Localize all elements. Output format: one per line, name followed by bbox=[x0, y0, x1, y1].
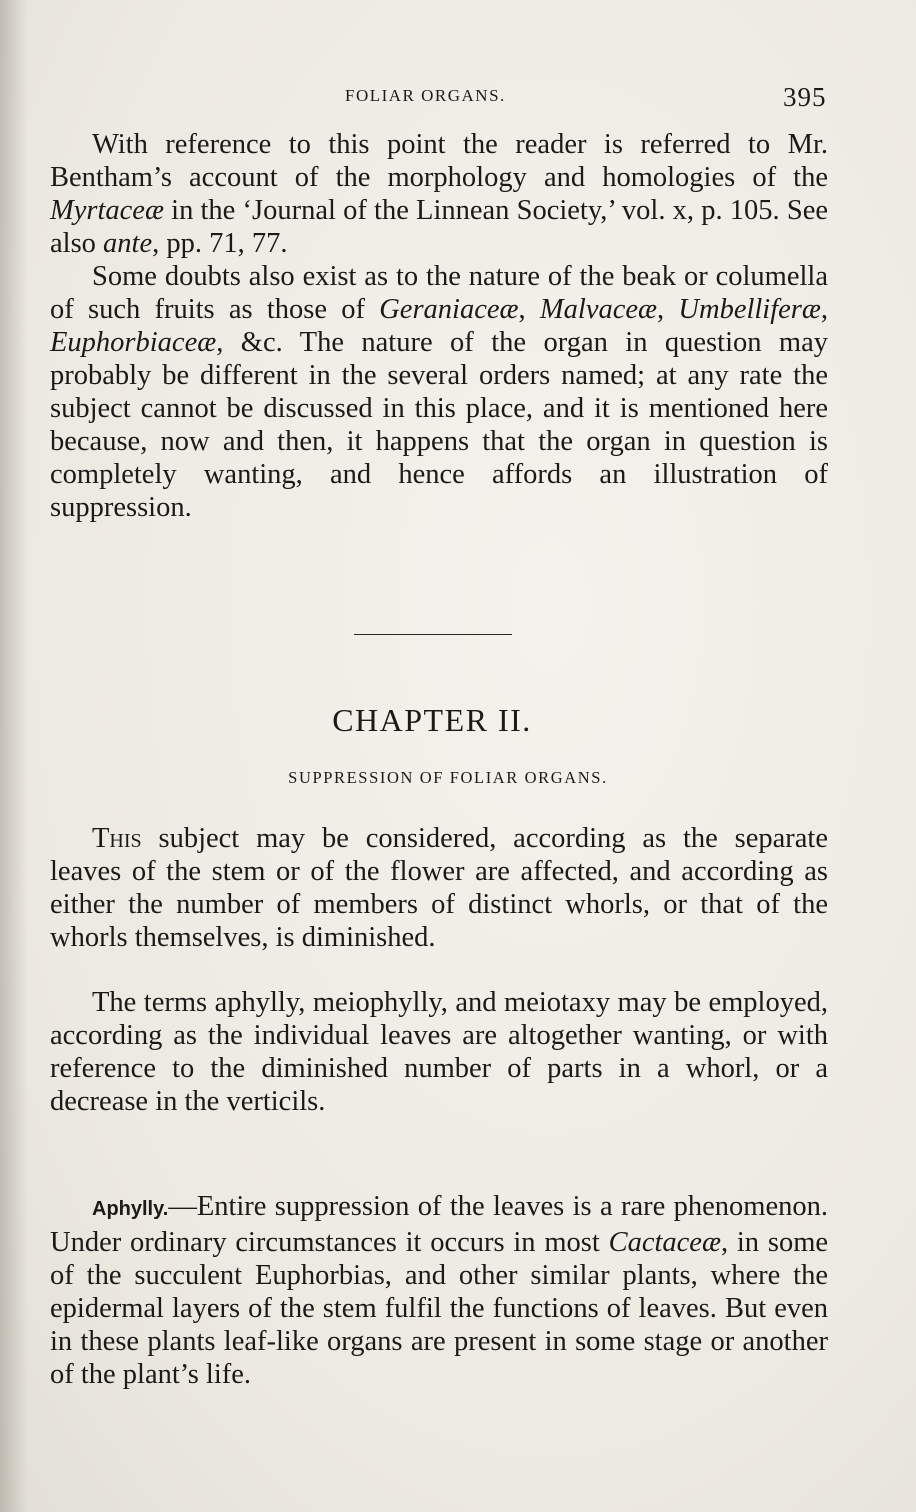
text-run: , bbox=[657, 294, 679, 325]
text-run: Some doubts also exist as to the nature of the beak or columella of such fruits as those of bbox=[50, 261, 828, 325]
italic-run: Cactaceæ bbox=[608, 1227, 721, 1258]
chapter-subtitle bbox=[0, 768, 916, 788]
paragraph-bentham-reference bbox=[50, 128, 828, 260]
paragraph-subject-intro bbox=[50, 822, 828, 954]
text-run: , in some of the succulent Euphorbias, and other similar plants, where the epidermal layers of the stem fulfil the functions of leaves. But even in these plants leaf-like organs are present in some stage or another of the plant’s life. bbox=[50, 1227, 829, 1390]
text-run: The terms aphylly, meiophylly, and meiotaxy may be employed, according as the individual leaves are altogether wanting, or with reference to the diminished number of parts in a whorl, or a decrease in the verticils. bbox=[50, 987, 828, 1117]
text-run: subject may be considered, according as the separate leaves of the stem or of the flower are affected, and according as either the number of members of distinct whorls, or that of the whorls themselves, is diminished. bbox=[50, 823, 828, 953]
running-head bbox=[0, 82, 916, 112]
text-run: , &c. The nature of the organ in question may probably be different in the several orders named; at any rate the subject cannot be discussed in this place, and it is mentioned here because, now and then, it happens that the organ in question is completely wanting, and hence affords an illustration of suppression. bbox=[50, 327, 828, 523]
italic-run: Myrtaceæ bbox=[50, 195, 164, 226]
paragraph-terms bbox=[50, 986, 828, 1118]
section-heading-aphylly: Aphylly. bbox=[92, 1198, 169, 1220]
text-run: With reference to this point the reader is referred to Mr. Bentham’s account of the morphology and homologies of the bbox=[50, 129, 828, 193]
chapter-title bbox=[0, 702, 916, 739]
italic-run: Malvaceæ bbox=[539, 294, 658, 325]
section-divider bbox=[354, 634, 512, 635]
lead-word: This bbox=[92, 823, 142, 854]
italic-run: Euphorbiaceæ bbox=[50, 327, 217, 358]
paragraph-aphylly bbox=[50, 1190, 828, 1391]
text-run: , bbox=[518, 294, 540, 325]
text-run: , bbox=[820, 294, 829, 325]
italic-run: Geraniaceæ bbox=[379, 294, 519, 325]
gutter-shadow bbox=[0, 0, 28, 1512]
page-number: 395 bbox=[783, 82, 827, 112]
text-run: in the ‘Journal of the Linnean Society,’ vol. x, p. 105. See also bbox=[50, 195, 828, 259]
paragraph-beak-columella bbox=[50, 260, 828, 524]
text-run: —Entire suppression of the leaves is a rare phenomenon. Under ordinary circumstances it occurs in most bbox=[50, 1191, 828, 1258]
text-run: , pp. 71, 77. bbox=[152, 228, 288, 259]
chapter-subtitle-text: SUPPRESSION OF FOLIAR ORGANS. bbox=[288, 768, 608, 787]
italic-run: Umbelliferæ bbox=[678, 294, 821, 325]
chapter-title-text: CHAPTER II. bbox=[332, 702, 532, 738]
italic-run: ante bbox=[103, 228, 153, 259]
running-title: FOLIAR ORGANS. bbox=[345, 86, 506, 105]
